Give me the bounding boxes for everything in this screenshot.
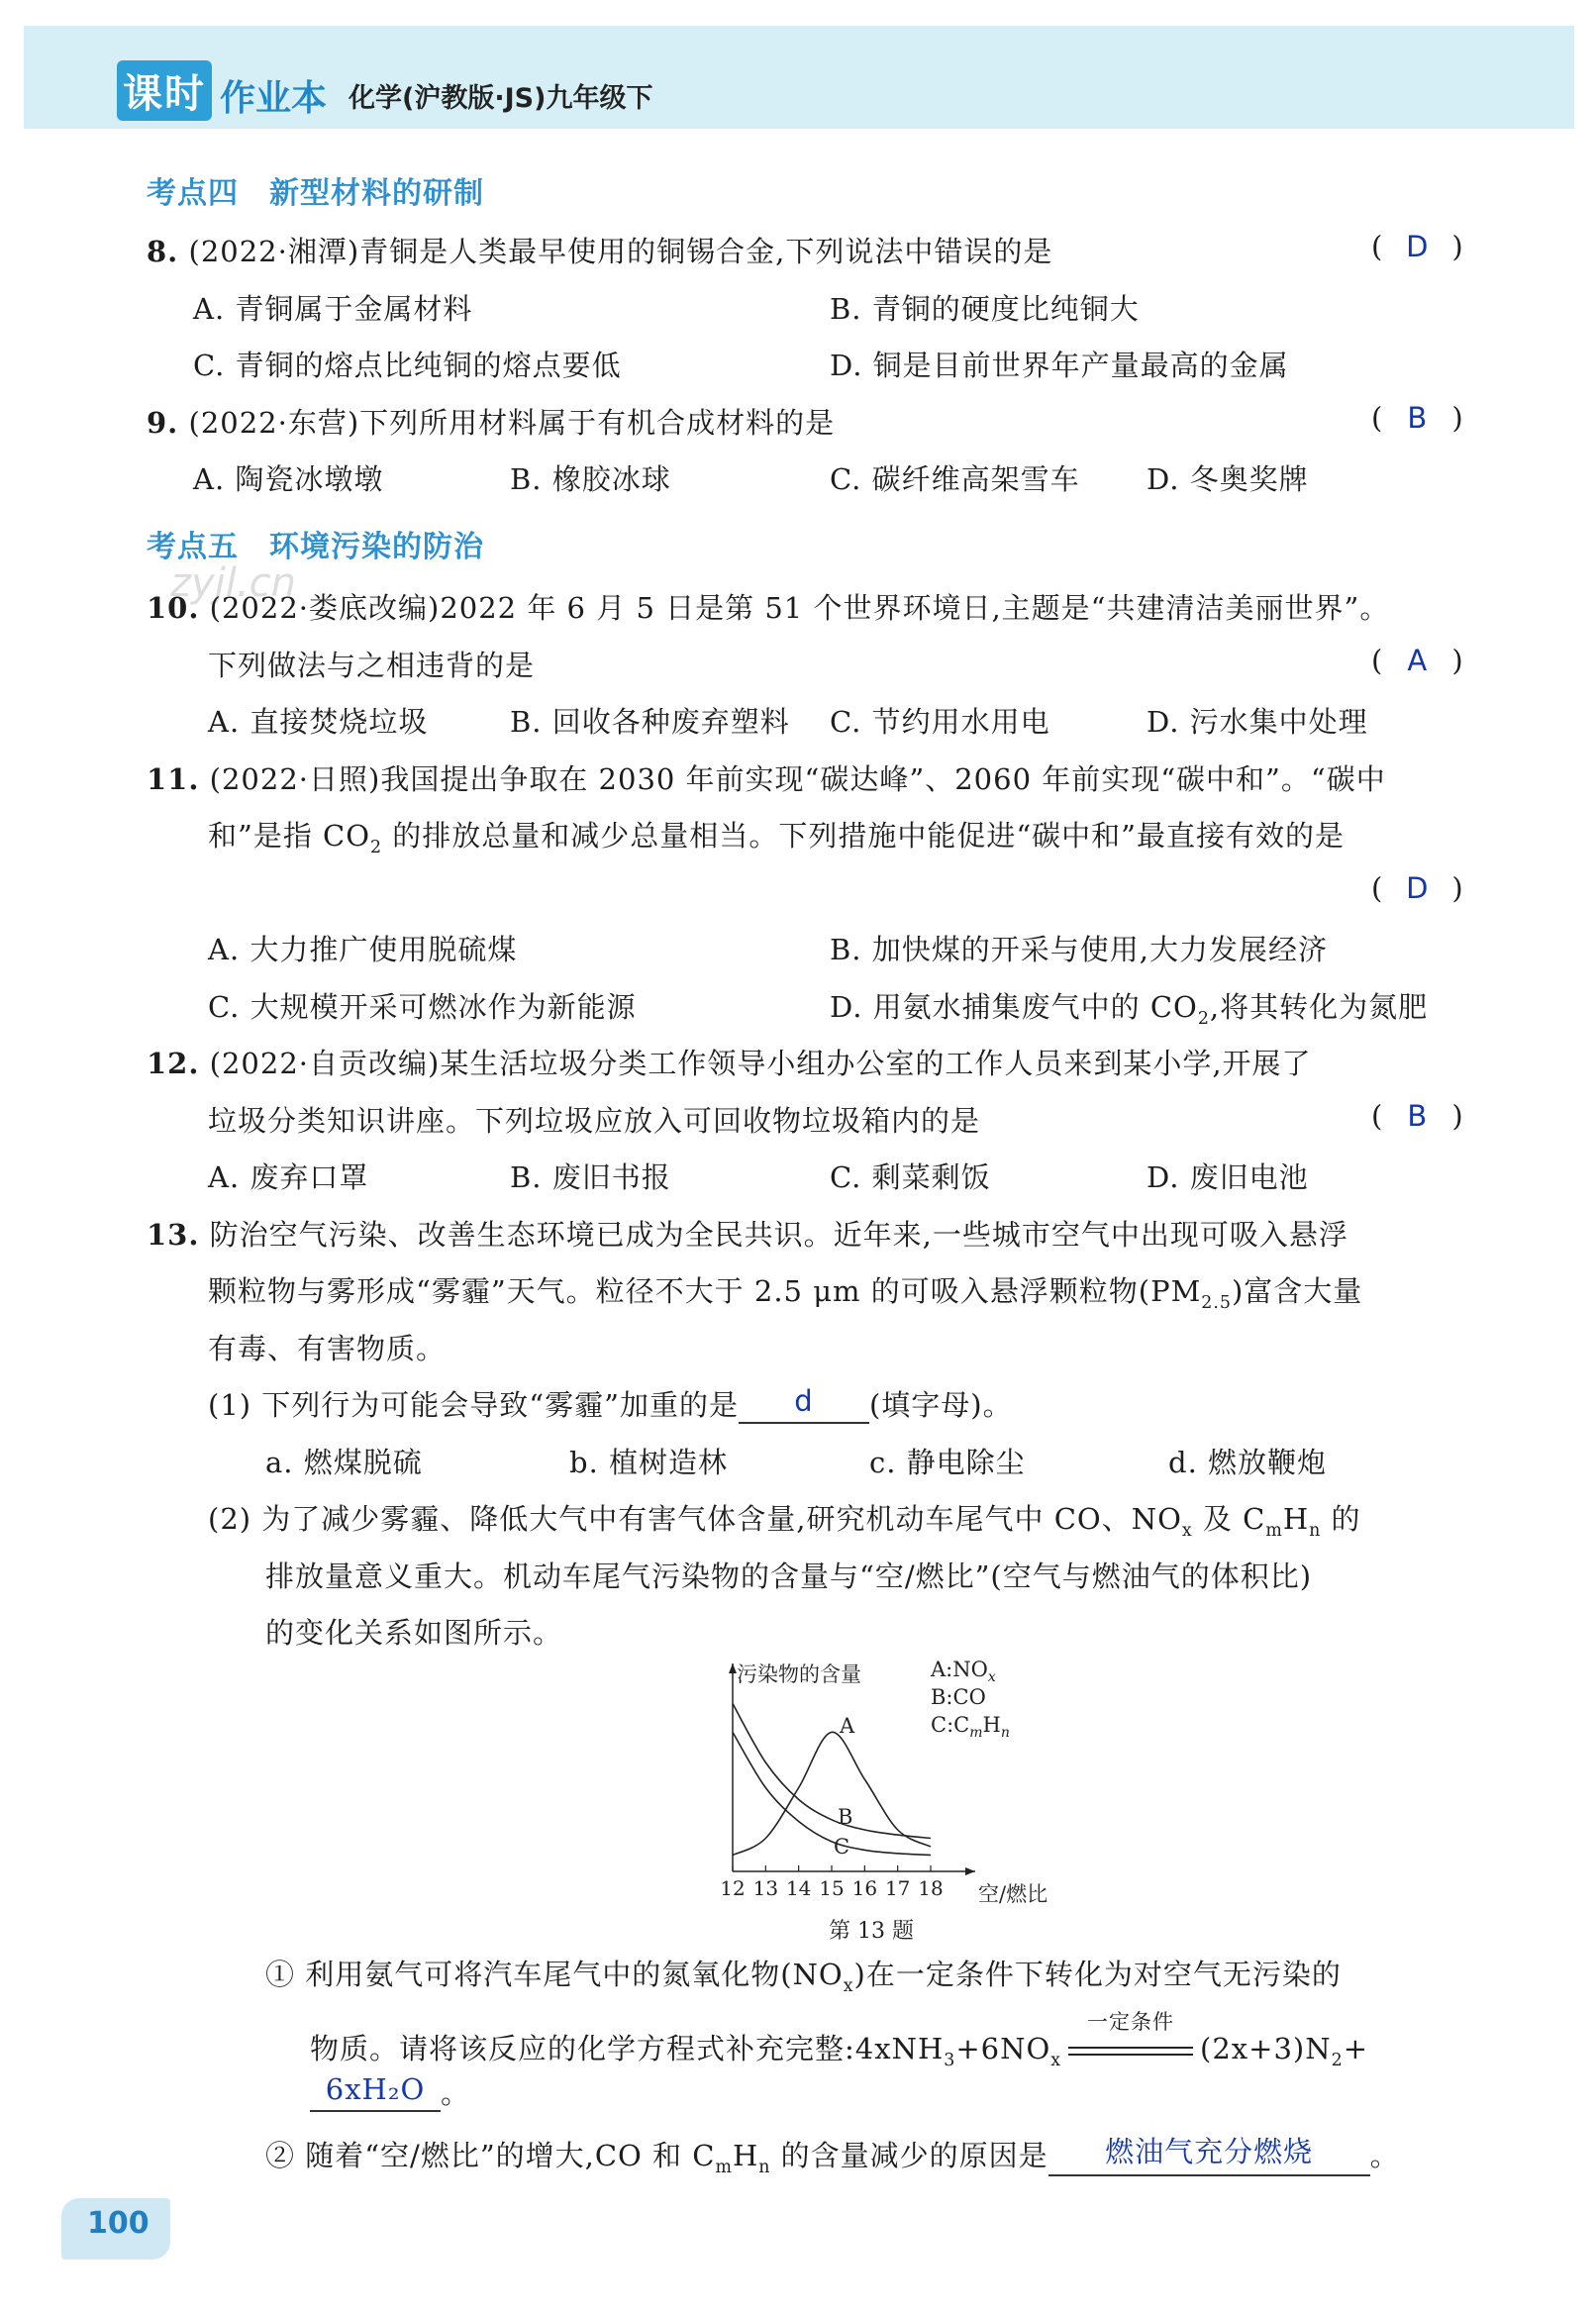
- legend-entry: $C:C_mH_n$: [931, 1713, 1010, 1741]
- x-axis-label: 空/燃比: [978, 1882, 1048, 1906]
- q10-number: 10.: [147, 591, 200, 625]
- q13-c2-end: 。: [1369, 2139, 1400, 2172]
- q13-p1-after: (填字母)。: [868, 1388, 1013, 1422]
- q8-stem: [147, 230, 1052, 270]
- reaction-condition: 一定条件: [1087, 2010, 1175, 2034]
- q13-number: 13.: [147, 1218, 200, 1252]
- x-axis-arrow: [965, 1867, 975, 1875]
- q13-c2-a: ② 随着“空/燃比”的增大,CO 和 C: [265, 2139, 716, 2172]
- series-B: [733, 1704, 931, 1839]
- q12-answer: B: [1407, 1099, 1428, 1133]
- q8-text: (2022·湘潭)青铜是人类最早使用的铜锡合金,下列说法中错误的是: [188, 235, 1053, 268]
- q10-stem-1: [147, 586, 1389, 627]
- q13-sub1-line2: [310, 2010, 1368, 2070]
- q13-c1-sub-x: x: [843, 1975, 854, 1996]
- y-axis-arrow: [729, 1663, 737, 1673]
- q13-c2-blank: [1048, 2134, 1370, 2176]
- q9-option-c: C. 碳纤维高架雪车: [830, 462, 1080, 496]
- q9-stem: [147, 401, 835, 442]
- q10-option-c: C. 节约用水用电: [830, 705, 1050, 739]
- chart-labels: [720, 1658, 1047, 1944]
- q13-sub1-line3: [310, 2071, 470, 2112]
- q13-p2-a: (2) 为了减少雾霾、降低大气中有害气体含量,研究机动车尾气中 CO、NO: [208, 1502, 1182, 1536]
- q13-c1-answer: 6xH₂O: [325, 2072, 426, 2106]
- q11-stem-1: [147, 757, 1386, 798]
- q13-p2-sub-x: x: [1181, 1520, 1193, 1541]
- q8-option-a: A. 青铜属于金属材料: [193, 292, 473, 326]
- q13-p1-option-a: a. 燃煤脱硫: [265, 1446, 423, 1479]
- q9-text: (2022·东营)下列所用材料属于有机合成材料的是: [188, 406, 836, 440]
- q13-part1: [208, 1383, 1013, 1424]
- q13-p1-text: (1) 下列行为可能会导致“雾霾”加重的是: [208, 1388, 739, 1422]
- q9-option-d: D. 冬奥奖牌: [1147, 462, 1309, 496]
- series-C: [733, 1732, 931, 1855]
- q12-text-1: (2022·自贡改编)某生活垃圾分类工作领导小组办公室的工作人员来到某小学,开展了: [209, 1047, 1312, 1080]
- q13-sub-pm: 2.5: [1201, 1292, 1232, 1313]
- x-tick-label: 12: [720, 1876, 746, 1900]
- q13-p2-b: 及 C: [1192, 1502, 1266, 1536]
- q11-option-d-1: D. 用氨水捕集废气中的 CO: [830, 990, 1198, 1024]
- q13-c2-c: 的含量减少的原因是: [770, 2139, 1048, 2172]
- chart-title: 第 13 题: [829, 1919, 914, 1944]
- subject-title: 化学(沪教版·JS)九年级下: [349, 83, 653, 114]
- q12-option-c: C. 剩菜剩饭: [830, 1160, 991, 1194]
- watermark: zyjl.cn: [170, 560, 296, 606]
- section-title-4: 考点四 新型材料的研制: [147, 176, 484, 211]
- curve-label-C: C: [834, 1835, 850, 1859]
- q13-part2-line3: 的变化关系如图所示。: [265, 1616, 563, 1650]
- q11-answer-box: ( D ): [1371, 871, 1463, 905]
- q11-text-1: (2022·日照)我国提出争取在 2030 年前实现“碳达峰”、2060 年前实现“碳中和”。“碳中: [209, 762, 1386, 796]
- q13-part2-line1: [208, 1497, 1361, 1541]
- q9-option-a: A. 陶瓷冰墩墩: [193, 462, 384, 496]
- curve-label-B: B: [838, 1805, 853, 1829]
- x-tick-label: 18: [918, 1876, 944, 1900]
- q12-option-d: D. 废旧电池: [1147, 1160, 1309, 1194]
- q13-c1-eq-a: 物质。请将该反应的化学方程式补充完整:4xNH: [310, 2032, 945, 2065]
- q13-p1-answer: d: [794, 1384, 814, 1418]
- chart-series: [733, 1704, 931, 1856]
- q13-p1-option-d: d. 燃放鞭炮: [1168, 1446, 1328, 1479]
- q13-c1-sub-3: 3: [944, 2050, 956, 2070]
- q13-c1-b: )在一定条件下转化为对空气无污染的: [853, 1958, 1342, 1991]
- q8-option-b: B. 青铜的硬度比纯铜大: [830, 292, 1140, 326]
- q10-option-d: D. 污水集中处理: [1147, 705, 1368, 739]
- q12-stem-1: [147, 1042, 1312, 1082]
- q12-answer-box: ( B ): [1371, 1099, 1463, 1133]
- q13-c1-eq-c: (2x+3)N: [1200, 2032, 1332, 2065]
- q11-text-2a: 和”是指 CO: [208, 819, 371, 853]
- q13-part2-line2: 排放量意义重大。机动车尾气污染物的含量与“空/燃比”(空气与燃油气的体积比): [265, 1560, 1313, 1593]
- q11-option-b: B. 加快煤的开采与使用,大力发展经济: [830, 933, 1328, 966]
- q11-answer: D: [1406, 871, 1429, 905]
- q9-option-b: B. 橡胶冰球: [510, 462, 671, 496]
- q13-sub1-line1: [265, 1953, 1342, 1996]
- logo-sub: 作业本: [220, 78, 328, 119]
- pollutant-chart: [703, 1649, 1059, 1946]
- q10-option-a: A. 直接焚烧垃圾: [208, 705, 429, 739]
- q13-text-1: 防治空气污染、改善生态环境已成为全民共识。近年来,一些城市空气中出现可吸入悬浮: [209, 1218, 1348, 1252]
- q11-option-d-sub: 2: [1197, 1008, 1210, 1029]
- q13-c2-b: H: [732, 2139, 759, 2172]
- x-tick-label: 16: [851, 1876, 878, 1900]
- q13-sub2: [265, 2134, 1400, 2177]
- q10-stem-2: 下列做法与之相违背的是: [208, 649, 536, 682]
- equal-sign: [1068, 2047, 1193, 2056]
- x-tick-label: 14: [785, 1876, 812, 1900]
- q13-c1-eq-b: +6NO: [955, 2032, 1051, 2065]
- q13-c1-sub-x2: x: [1050, 2050, 1062, 2070]
- q9-answer-box: ( B ): [1371, 401, 1463, 435]
- q13-p2-d: 的: [1321, 1502, 1361, 1536]
- q12-number: 12.: [147, 1047, 200, 1080]
- q11-sub: 2: [370, 837, 383, 857]
- x-tick-label: 13: [752, 1876, 779, 1900]
- q12-option-b: B. 废旧书报: [510, 1160, 671, 1194]
- q13-c2-answer: 燃油气充分燃烧: [1105, 2135, 1314, 2168]
- q13-stem-1: [147, 1213, 1348, 1254]
- q13-c1-sub-2: 2: [1331, 2050, 1344, 2070]
- q13-p1-blank: [739, 1384, 869, 1424]
- series-A: [733, 1732, 931, 1855]
- q13-p2-c: H: [1282, 1502, 1310, 1536]
- curve-label-A: A: [840, 1714, 855, 1738]
- q13-c1-eq-d: +: [1343, 2032, 1368, 2065]
- q13-text-2a: 颗粒物与雾形成“雾霾”天气。粒径不大于 2.5 μm 的可吸入悬浮颗粒物(PM: [208, 1274, 1202, 1308]
- q8-option-d: D. 铜是目前世界年产量最高的金属: [830, 349, 1289, 382]
- q11-stem-2: [208, 814, 1345, 857]
- q13-c2-sub-m: m: [715, 2157, 733, 2177]
- page-number: 100: [87, 2206, 150, 2241]
- legend-entry: B:CO: [931, 1685, 986, 1709]
- q13-p1-option-c: c. 静电除尘: [869, 1446, 1026, 1479]
- q8-option-c: C. 青铜的熔点比纯铜的熔点要低: [193, 349, 622, 382]
- q13-p1-option-b: b. 植树造林: [569, 1446, 729, 1479]
- q11-text-2b: 的排放总量和减少总量相当。下列措施中能促进“碳中和”最直接有效的是: [382, 819, 1345, 853]
- q8-number: 8.: [147, 235, 179, 268]
- q13-c2-sub-n: n: [758, 2157, 771, 2177]
- q13-p2-sub-n: n: [1309, 1520, 1322, 1541]
- q13-stem-2: [208, 1269, 1362, 1313]
- q13-c1-a: ① 利用氨气可将汽车尾气中的氮氧化物(NO: [265, 1958, 844, 1991]
- x-tick-label: 17: [884, 1876, 911, 1900]
- logo-main: 课时: [117, 60, 212, 121]
- section-title-5: 考点五 环境污染的防治: [147, 530, 484, 564]
- q13-stem-3: 有毒、有害物质。: [208, 1332, 447, 1365]
- q10-answer-box: ( A ): [1371, 644, 1463, 677]
- q13-text-2b: )富含大量: [1231, 1274, 1363, 1308]
- book-logo: [117, 40, 652, 121]
- q10-text-1: (2022·娄底改编)2022 年 6 月 5 日是第 51 个世界环境日,主题是“共建清洁美丽世界”。: [209, 591, 1390, 625]
- q9-answer: B: [1407, 401, 1428, 435]
- q12-stem-2: 垃圾分类知识讲座。下列垃圾应放入可回收物垃圾箱内的是: [208, 1104, 981, 1138]
- q11-number: 11.: [147, 762, 200, 796]
- q8-answer: D: [1406, 230, 1429, 263]
- q8-answer-box: ( D ): [1371, 230, 1463, 263]
- q11-option-c: C. 大规模开采可燃冰作为新能源: [208, 990, 637, 1024]
- q13-c1-blank: [310, 2072, 441, 2112]
- q13-p2-sub-m: m: [1265, 1520, 1283, 1541]
- reaction-arrow: [1065, 2010, 1196, 2065]
- q11-option-d: [830, 985, 1428, 1029]
- q10-option-b: B. 回收各种废弃塑料: [510, 705, 790, 739]
- q11-option-d-2: ,将其转化为氮肥: [1209, 990, 1429, 1024]
- q13-c1-end: 。: [441, 2076, 471, 2110]
- q11-option-a: A. 大力推广使用脱硫煤: [208, 933, 518, 966]
- x-tick-label: 15: [819, 1876, 845, 1900]
- y-axis-label: 污染物的含量: [737, 1662, 861, 1686]
- q12-option-a: A. 废弃口罩: [208, 1160, 369, 1194]
- q10-answer: A: [1407, 644, 1428, 677]
- legend-entry: $A:NO_x$: [931, 1658, 996, 1685]
- q9-number: 9.: [147, 406, 179, 440]
